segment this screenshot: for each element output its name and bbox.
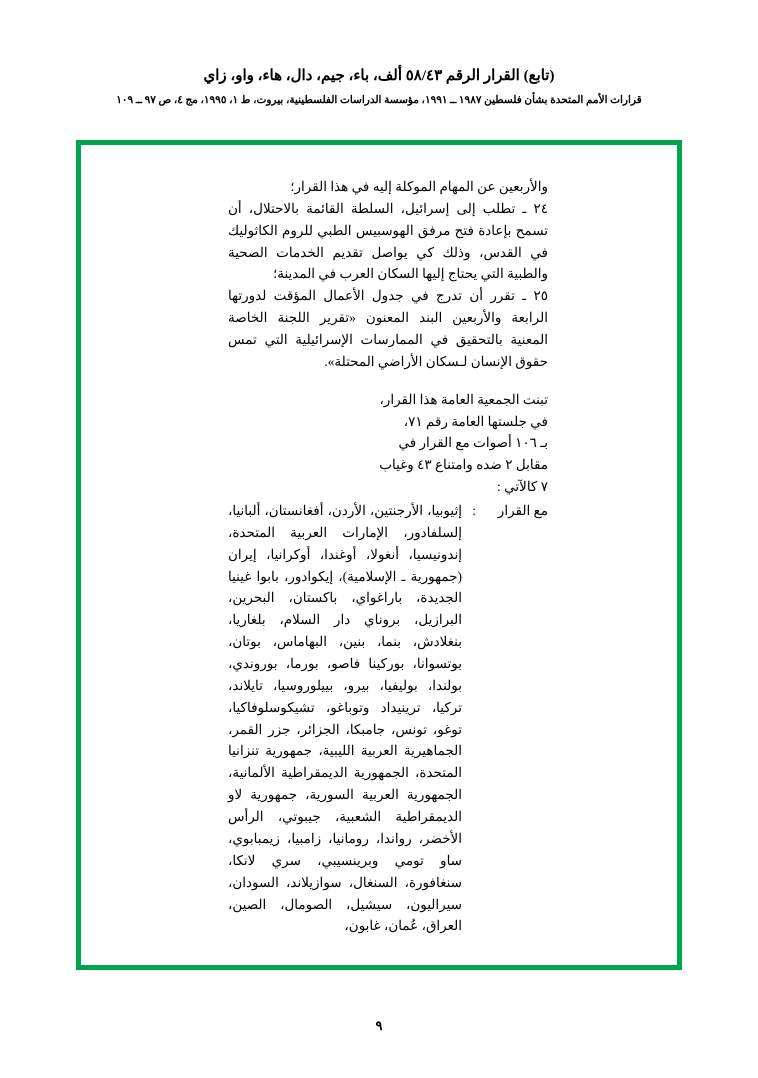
document-header xyxy=(0,66,758,109)
paragraph-25: ٢٥ ـ تقرر أن تدرج في جدول الأعمال المؤقت لدورتها الرابعة والأربعين البند المعنون «تقرير اللجنة الخاصة المعنية بالتحقيق في الممارسات الإسرائيلية التي تمس حقوق الإنسان لـسكان الأراضي المحتلة». xyxy=(228,288,548,369)
document-body xyxy=(228,176,548,937)
adoption-line-3: بـ ١٠٦ أصوات مع القرار في xyxy=(398,435,548,451)
adoption-line-2: في جلستها العامة رقم ٧١، xyxy=(403,413,548,429)
adoption-note xyxy=(248,389,548,498)
vote-in-favour-block xyxy=(228,500,548,937)
vote-in-favour-label: مع القرار xyxy=(497,503,548,519)
paragraph-continuation: والأربعين عن المهام الموكلة إليه في هذا القرار؛ xyxy=(290,179,548,194)
adoption-line-1: تبنت الجمعية العامة هذا القرار، xyxy=(379,391,548,407)
page-number: ٩ xyxy=(375,1018,383,1033)
document-title: (تابع) القرار الرقم ٥٨/٤٣ ألف، باء، جيم، دال، هاء، واو، زاي xyxy=(203,68,555,84)
adoption-line-4: مقابل ٢ ضده وامتناع ٤٣ وغياب xyxy=(379,457,548,473)
document-source-citation: قرارات الأمم المتحدة بشأن فلسطين ١٩٨٧ ــ ١٩٩١، مؤسسة الدراسات الفلسطينية، بيروت، ط ١، ١٩٩٥، مج ٤، ص ٩٧ ــ ١٠٩ xyxy=(116,95,642,106)
adoption-line-5: ٧ كالآتي : xyxy=(496,479,548,495)
paragraph-24: ٢٤ ـ تطلب إلى إسرائيل، السلطة القائمة بالاحتلال، أن تسمح بإعادة فتح مرفق الهوسبيس الطبي للروم الكاثوليك في القدس، وذلك كي يواصل تقديم الخدمات الصحية والطبية التي يحتاج إليها السكان العرب في المدينة؛ xyxy=(228,200,548,282)
vote-colon: : xyxy=(472,503,476,519)
spacer xyxy=(228,373,548,389)
vote-in-favour-countries: إثيوبيا، الأرجنتين، الأردن، أفغانستان، ألبانيا، إلسلفادور، الإمارات العربية المتحدة، إندونيسيا، أنغولا، أوغندا، أوكرانيا، إيران (جمهورية ـ الإسلامية)، إيكوادور، بابوا غينيا الجديدة، باراغواي، باكستان، البحرين، البرازيل، بروناي دار السلام، بلغاريا، بنغلادش، بنما، بنين، البهاماس، بوتان، بوتسوانا، بوركينا فاصو، بورما، بوروندي، بولندا، بوليفيا، بيرو، بييلوروسيا، تايلاند، تركيا، ترينيداد وتوباغو، تشيكوسلوفاكيا، توغو، تونس، جامبكا، الجزائر، جزر القمر، الجماهيرية العربية الليبية، جمهورية تنزانيا المتحدة، الجمهورية الديمقراطية الألمانية، الجمهورية العربية السورية، جمهورية لاو الديمقراطية الشعبية، جيبوتي، الرأس الأخضر، رواندا، رومانيا، زامبيا، زيمبابوي، ساو تومي وبرينسيبي، سري لانكا، سنغافورة، السنغال، سوازيلاند، السودان، سيراليون، سيشيل، الصومال، الصين، العراق، عُمان، غابون، xyxy=(228,503,462,934)
